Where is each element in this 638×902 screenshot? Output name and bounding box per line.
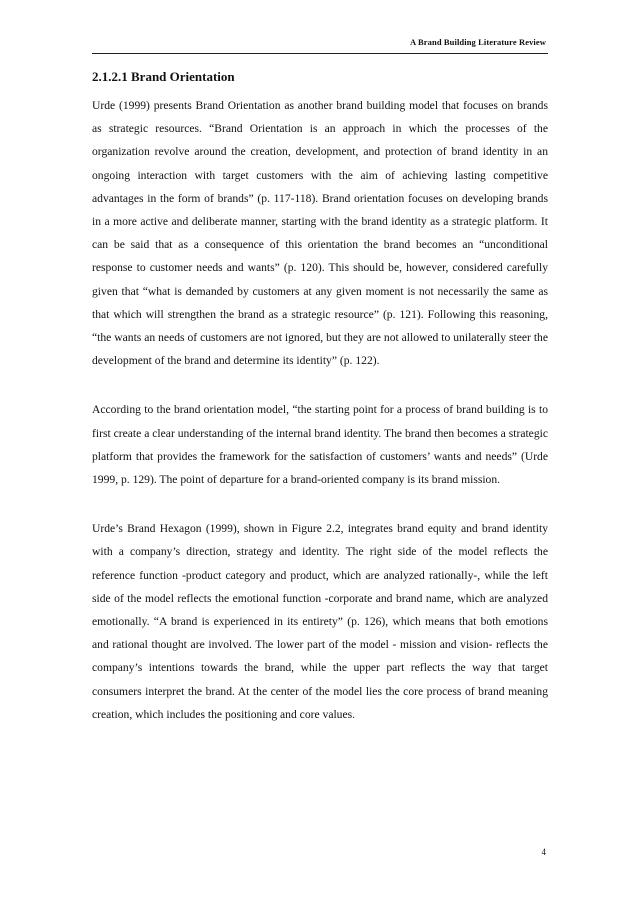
paragraph: Urde’s Brand Hexagon (1999), shown in Figure 2.2, integrates brand equity and brand identity with a company’s direction, strategy and identity. The right side of the model reflects the reference function -product category and product, which are analyzed rationally-, while the left side of the model reflects the emotional function -corporate and brand name, which are analyzed emotionally. “A brand is experienced in its entirety” (p. 126), which means that both emotions and rational thought are involved. The lower part of the model - mission and vision- reflects the company’s intentions towards the brand, while the upper part reflects the way that target consumers interpret the brand. At the center of the model lies the core process of brand meaning creation, which includes the positioning and core values. [92, 522, 548, 721]
paragraph: According to the brand orientation model, “the starting point for a process of brand building is to first create a clear understanding of the internal brand identity. The brand then becomes a strategic platform that provides the framework for the satisfaction of customers’ wants and needs” (Urde 1999, p. 129). The point of departure for a brand-oriented company is its brand mission. [92, 403, 548, 487]
paragraph: Urde (1999) presents Brand Orientation as another brand building model that focuses on brands as strategic resources. “Brand Orientation is an approach in which the processes of the organization revolve around the creation, development, and protection of brand identity in an ongoing interaction with target customers with the aim of achieving lasting competitive advantages in the form of brands” (p. 117-118). Brand orientation focuses on developing brands in a more active and deliberate manner, starting with the brand identity as a strategic platform. It can be said that as a consequence of this orientation the brand becomes an “unconditional response to customer needs and wants” (p. 120). This should be, however, considered carefully given that “what is demanded by customers at any given moment is not necessarily the same as that which will strengthen the brand as a strategic resource” (p. 121). Following this reasoning, “the wants an needs of customers are not ignored, but they are not allowed to unilaterally steer the development of the brand and determine its identity” (p. 122). [92, 99, 548, 368]
running-header: A Brand Building Literature Review [410, 37, 546, 47]
section-heading: 2.1.2.1 Brand Orientation [92, 69, 235, 84]
page-number: 4 [541, 847, 546, 857]
header-rule [92, 53, 548, 54]
page-content [92, 66, 548, 752]
